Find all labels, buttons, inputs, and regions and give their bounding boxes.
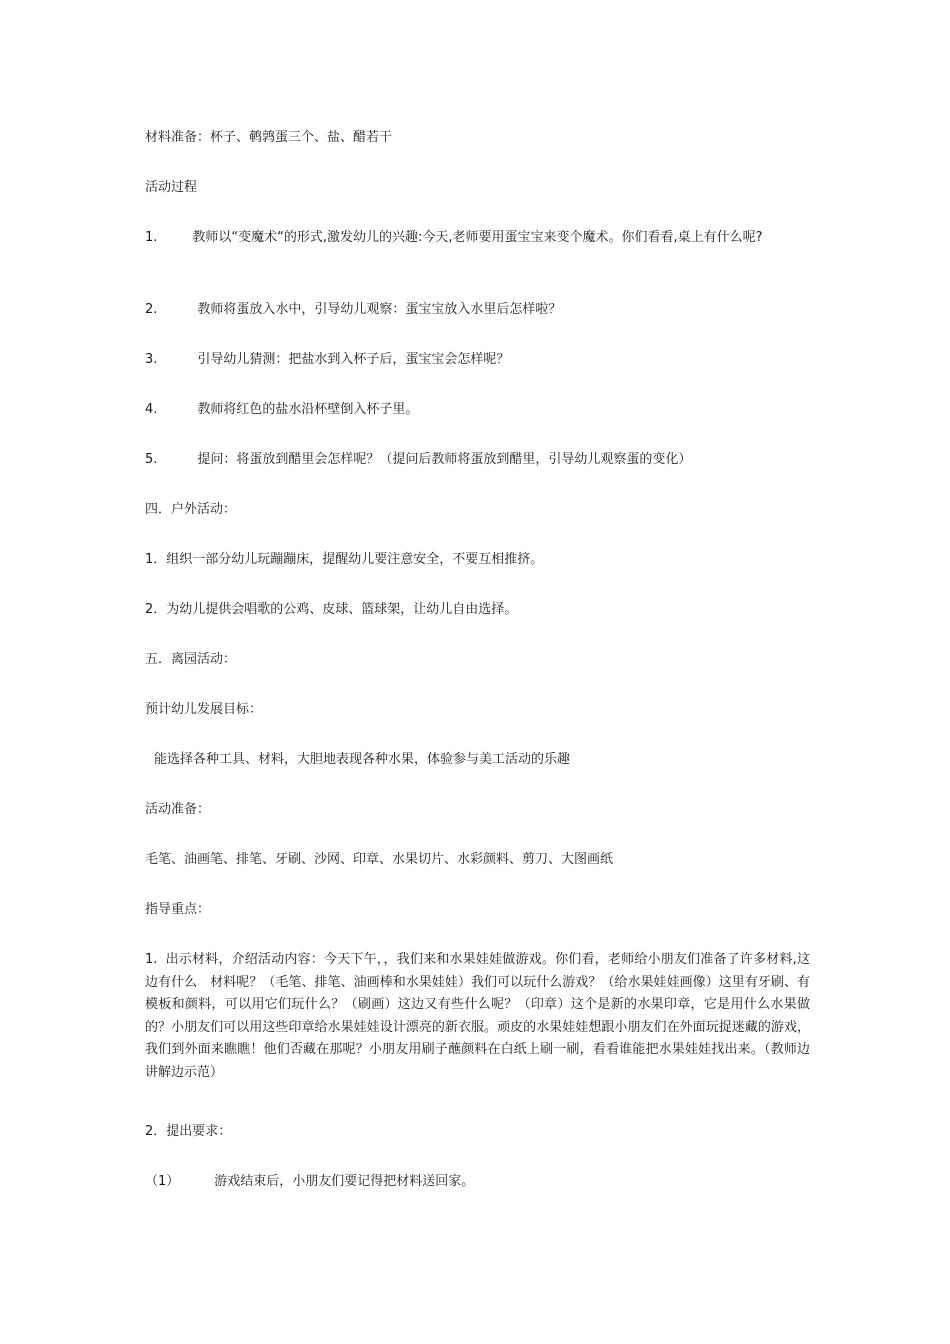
require-title: ．提出要求： [153, 1124, 232, 1139]
step-4-number: 4. [145, 402, 158, 417]
step-1-number: 1. [145, 230, 158, 245]
require-item-1 [145, 1171, 810, 1193]
require-number: 2 [145, 1124, 154, 1139]
outdoor-item-1-text: ．组织一部分幼儿玩蹦蹦床，提醒幼儿要注意安全，不要互相推挤。 [153, 552, 544, 567]
step-2 [145, 299, 810, 321]
step-4-text: 教师将红色的盐水沿杯壁倒入杯子里。 [197, 402, 419, 417]
require-title-line [145, 1121, 810, 1143]
step-4 [145, 399, 810, 421]
step-2-number: 2. [145, 302, 158, 317]
step-3-number: 3. [145, 352, 158, 367]
focus-paragraph [145, 949, 810, 1084]
step-3 [145, 349, 810, 371]
require-item-1-number: （1） [145, 1174, 180, 1189]
outdoor-item-2 [145, 599, 810, 621]
focus-title: 指导重点： [145, 902, 211, 917]
step-5-number: 5. [145, 452, 158, 467]
step-1 [145, 227, 810, 250]
focus-text: 出示材料，介绍活动内容：今天下午，，我们来和水果娃娃做游戏。你们看，老师给小朋友们准备了许多材料,这边有什么 材料呢？（毛笔、排笔、油画棒和水果娃娃）我们可以玩什么游戏？（给水果娃娃画像）这里有牙刷、有模板和颜料，可以用它们玩什么？（刷画）这边又有些什么呢？（印章）这个是新的水果印章，它是用什么水果做的？小朋友们可以用这些印章给水果娃娃设计漂亮的新衣服。顽皮的水果娃娃想跟小朋友们在外面玩捉迷藏的游戏，我们到外面来瞧瞧！他们否藏在那呢？小朋友用刷子蘸颜料在白纸上刷一刷，看看谁能把水果娃娃找出来。（教师边讲解边示范） [145, 952, 810, 1080]
prep-title: 活动准备： [145, 802, 211, 817]
step-5-text: 提问：将蛋放到醋里会怎样呢？（提问后教师将蛋放到醋里，引导幼儿观察蛋的变化） [197, 452, 692, 467]
outdoor-item-2-text: ．为幼儿提供会唱歌的公鸡、皮球、篮球架，让幼儿自由选择。 [153, 602, 518, 617]
step-1-text: 教师以“变魔术“的形式,激发幼儿的兴趣:今天,老师要用蛋宝宝来变个魔术。你们看看,桌上有什么呢? [192, 230, 763, 245]
outdoor-item-1-number: 1 [145, 552, 154, 567]
require-item-1-text: 游戏结束后，小朋友们要记得把材料送回家。 [214, 1174, 475, 1189]
step-5 [145, 449, 810, 471]
outdoor-item-2-number: 2 [145, 602, 154, 617]
leave-title: 五．离园活动： [145, 652, 237, 667]
goal-title: 预计幼儿发展目标： [145, 702, 263, 717]
process-title: 活动过程 [145, 180, 198, 195]
step-2-text: 教师将蛋放入水中，引导幼儿观察：蛋宝宝放入水里后怎样啦？ [197, 302, 562, 317]
outdoor-title: 四．户外活动： [145, 502, 237, 517]
materials-line: 材料准备：杯子、鹌鹑蛋三个、盐、醋若干 [145, 130, 393, 145]
focus-number: 1. [145, 952, 158, 967]
goal-text: 能选择各种工具、材料，大胆地表现各种水果，体验参与美工活动的乐趣 [154, 752, 571, 767]
outdoor-item-1 [145, 549, 810, 571]
prep-text: 毛笔、油画笔、排笔、牙刷、沙网、印章、水果切片、水彩颜料、剪刀、大图画纸 [145, 852, 614, 867]
step-3-text: 引导幼儿猜测：把盐水到入杯子后，蛋宝宝会怎样呢？ [197, 352, 510, 367]
